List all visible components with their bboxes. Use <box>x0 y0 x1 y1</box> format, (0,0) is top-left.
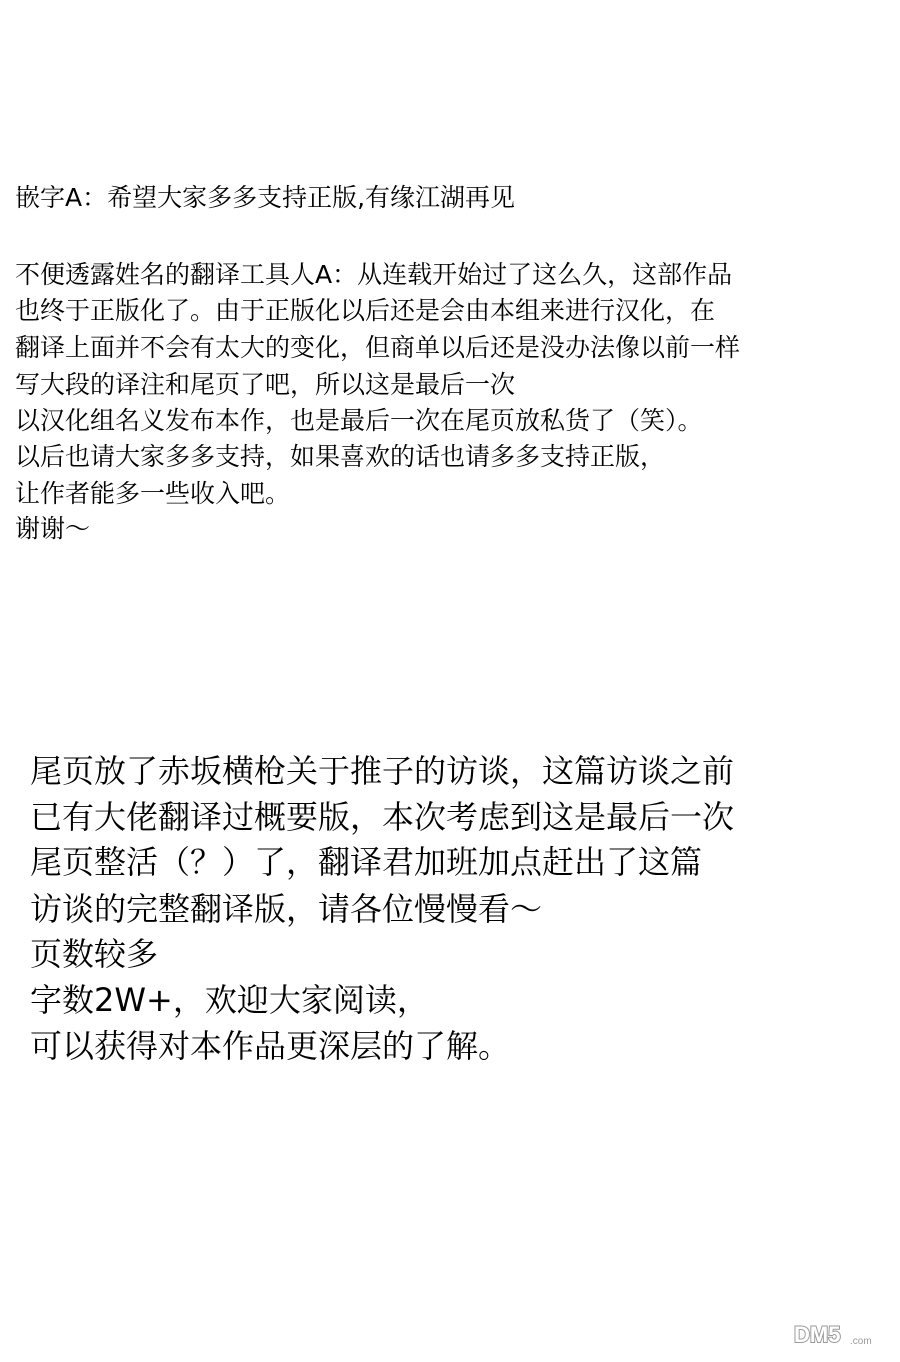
dm5-watermark-logo <box>790 1314 890 1354</box>
note-line: 不便透露姓名的翻译工具人A：从连载开始过了这么久，这部作品 <box>15 260 733 289</box>
intro-line: 页数较多 <box>30 935 159 973</box>
note-line: 翻译上面并不会有太大的变化，但商单以后还是没办法像以前一样 <box>15 333 741 362</box>
note-line: 以汉化组名义发布本作，也是最后一次在尾页放私货了（笑）。 <box>15 406 703 435</box>
note-line: 谢谢～ <box>15 514 91 543</box>
intro-line: 可以获得对本作品更深层的了解。 <box>30 1027 511 1065</box>
intro-line: 访谈的完整翻译版，请各位慢慢看～ <box>30 890 543 928</box>
intro-line: 字数2W+，欢迎大家阅读， <box>30 981 429 1019</box>
watermark-suffix: .com <box>850 1336 872 1347</box>
note-line: 也终于正版化了。由于正版化以后还是会由本组来进行汉化，在 <box>15 296 716 325</box>
typesetter-line: 嵌字A：希望大家多多支持正版,有缘江湖再见 <box>15 183 516 212</box>
intro-line: 尾页整活（？）了，翻译君加班加点赶出了这篇 <box>30 843 703 881</box>
intro-line: 尾页放了赤坂横枪关于推子的访谈，这篇访谈之前 <box>30 752 735 790</box>
watermark-text: DM5 <box>794 1322 841 1347</box>
intro-line: 已有大佬翻译过概要版，本次考虑到这是最后一次 <box>30 798 735 836</box>
note-line: 写大段的译注和尾页了吧，所以这是最后一次 <box>15 370 516 399</box>
note-line: 让作者能多一些收入吧。 <box>15 479 291 508</box>
note-line: 以后也请大家多多支持，如果喜欢的话也请多多支持正版， <box>15 442 666 471</box>
